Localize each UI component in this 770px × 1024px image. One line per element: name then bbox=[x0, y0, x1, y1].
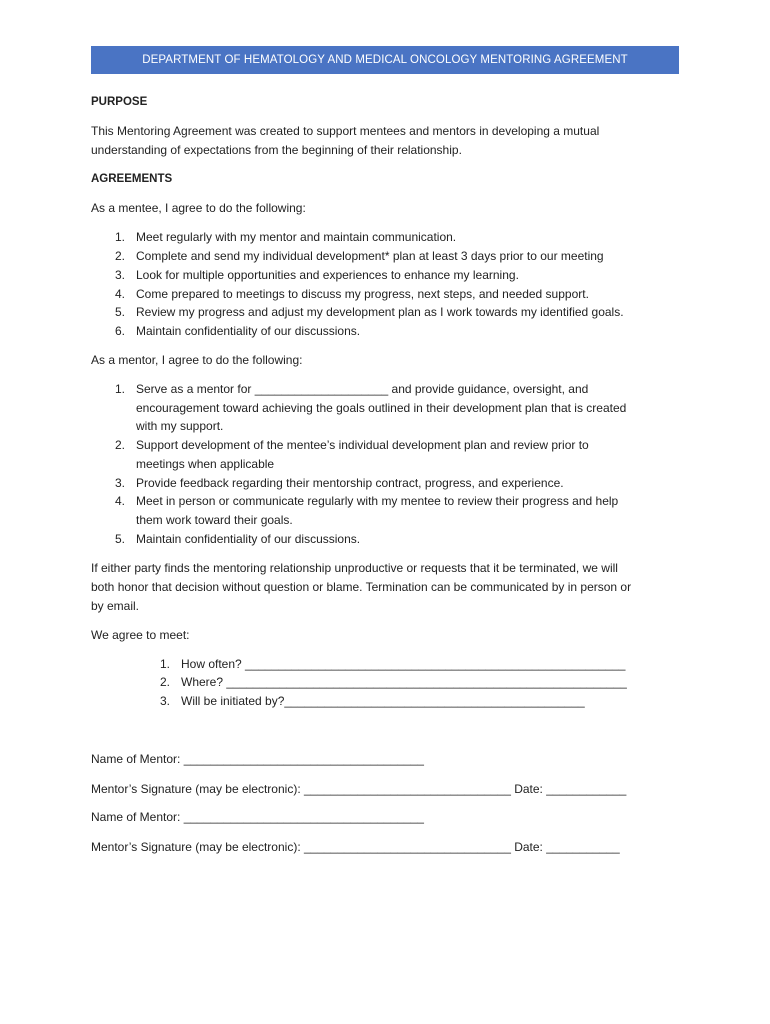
termination-text-line: both honor that decision without question or blame. Termination can be communicated by in person or bbox=[91, 580, 632, 594]
list-item: Review my progress and adjust my development plan as I work towards my identified goals. bbox=[136, 305, 624, 319]
list-item-continuation: meetings when applicable bbox=[136, 457, 275, 471]
list-number: 1. bbox=[114, 382, 125, 396]
list-number: 2. bbox=[159, 675, 170, 689]
list-number: 6. bbox=[114, 324, 125, 338]
document-title-banner: DEPARTMENT OF HEMATOLOGY AND MEDICAL ONCOLOGY MENTORING AGREEMENT bbox=[91, 46, 679, 74]
mentor-name-field[interactable]: Name of Mentor: ____________________________________ bbox=[91, 752, 424, 766]
list-item: Complete and send my individual development* plan at least 3 days prior to our meeting bbox=[136, 249, 604, 263]
mentor-name-field[interactable]: Name of Mentor: ____________________________________ bbox=[91, 810, 424, 824]
list-item: Maintain confidentiality of our discussions. bbox=[136, 324, 361, 338]
agreements-heading: AGREEMENTS bbox=[91, 173, 173, 185]
list-number: 3. bbox=[159, 694, 170, 708]
list-number: 4. bbox=[114, 287, 125, 301]
mentor-intro: As a mentor, I agree to do the following: bbox=[91, 353, 303, 367]
purpose-text-line: understanding of expectations from the beginning of their relationship. bbox=[91, 143, 462, 157]
list-number: 2. bbox=[114, 249, 125, 263]
list-item: Look for multiple opportunities and experiences to enhance my learning. bbox=[136, 268, 519, 282]
list-item: Come prepared to meetings to discuss my progress, next steps, and needed support. bbox=[136, 287, 589, 301]
list-number: 1. bbox=[114, 230, 125, 244]
list-number: 3. bbox=[114, 268, 125, 282]
list-item: Serve as a mentor for ____________________ and provide guidance, oversight, and bbox=[136, 382, 589, 396]
list-number: 4. bbox=[114, 494, 125, 508]
termination-text-line: by email. bbox=[91, 599, 140, 613]
purpose-text-line: This Mentoring Agreement was created to support mentees and mentors in developing a mutual bbox=[91, 124, 600, 138]
mentor-signature-field[interactable]: Mentor’s Signature (may be electronic): _______________________________ Date: ___________ bbox=[91, 840, 620, 854]
list-item-continuation: with my support. bbox=[136, 419, 224, 433]
list-number: 1. bbox=[159, 657, 170, 671]
list-item-continuation: encouragement toward achieving the goals outlined in their development plan that is created bbox=[136, 401, 627, 415]
meet-intro: We agree to meet: bbox=[91, 628, 190, 642]
list-item: Support development of the mentee’s individual development plan and review prior to bbox=[136, 438, 589, 452]
purpose-heading: PURPOSE bbox=[91, 96, 148, 108]
list-item: Provide feedback regarding their mentorship contract, progress, and experience. bbox=[136, 476, 564, 490]
list-item-continuation: them work toward their goals. bbox=[136, 513, 293, 527]
list-item: Meet regularly with my mentor and maintain communication. bbox=[136, 230, 457, 244]
meet-how-often-field[interactable]: How often? _________________________________________________________ bbox=[181, 657, 626, 671]
termination-text-line: If either party finds the mentoring relationship unproductive or requests that it be terminated, we will bbox=[91, 561, 618, 575]
list-item: Maintain confidentiality of our discussions. bbox=[136, 532, 361, 546]
list-number: 5. bbox=[114, 305, 125, 319]
mentee-intro: As a mentee, I agree to do the following: bbox=[91, 201, 306, 215]
mentor-signature-field[interactable]: Mentor’s Signature (may be electronic): _______________________________ Date: ____________ bbox=[91, 782, 627, 796]
list-item: Meet in person or communicate regularly with my mentee to review their progress and help bbox=[136, 494, 619, 508]
list-number: 3. bbox=[114, 476, 125, 490]
list-number: 2. bbox=[114, 438, 125, 452]
meet-where-field[interactable]: Where? ____________________________________________________________ bbox=[181, 675, 627, 689]
list-number: 5. bbox=[114, 532, 125, 546]
meet-initiated-by-field[interactable]: Will be initiated by?_____________________________________________ bbox=[181, 694, 585, 708]
